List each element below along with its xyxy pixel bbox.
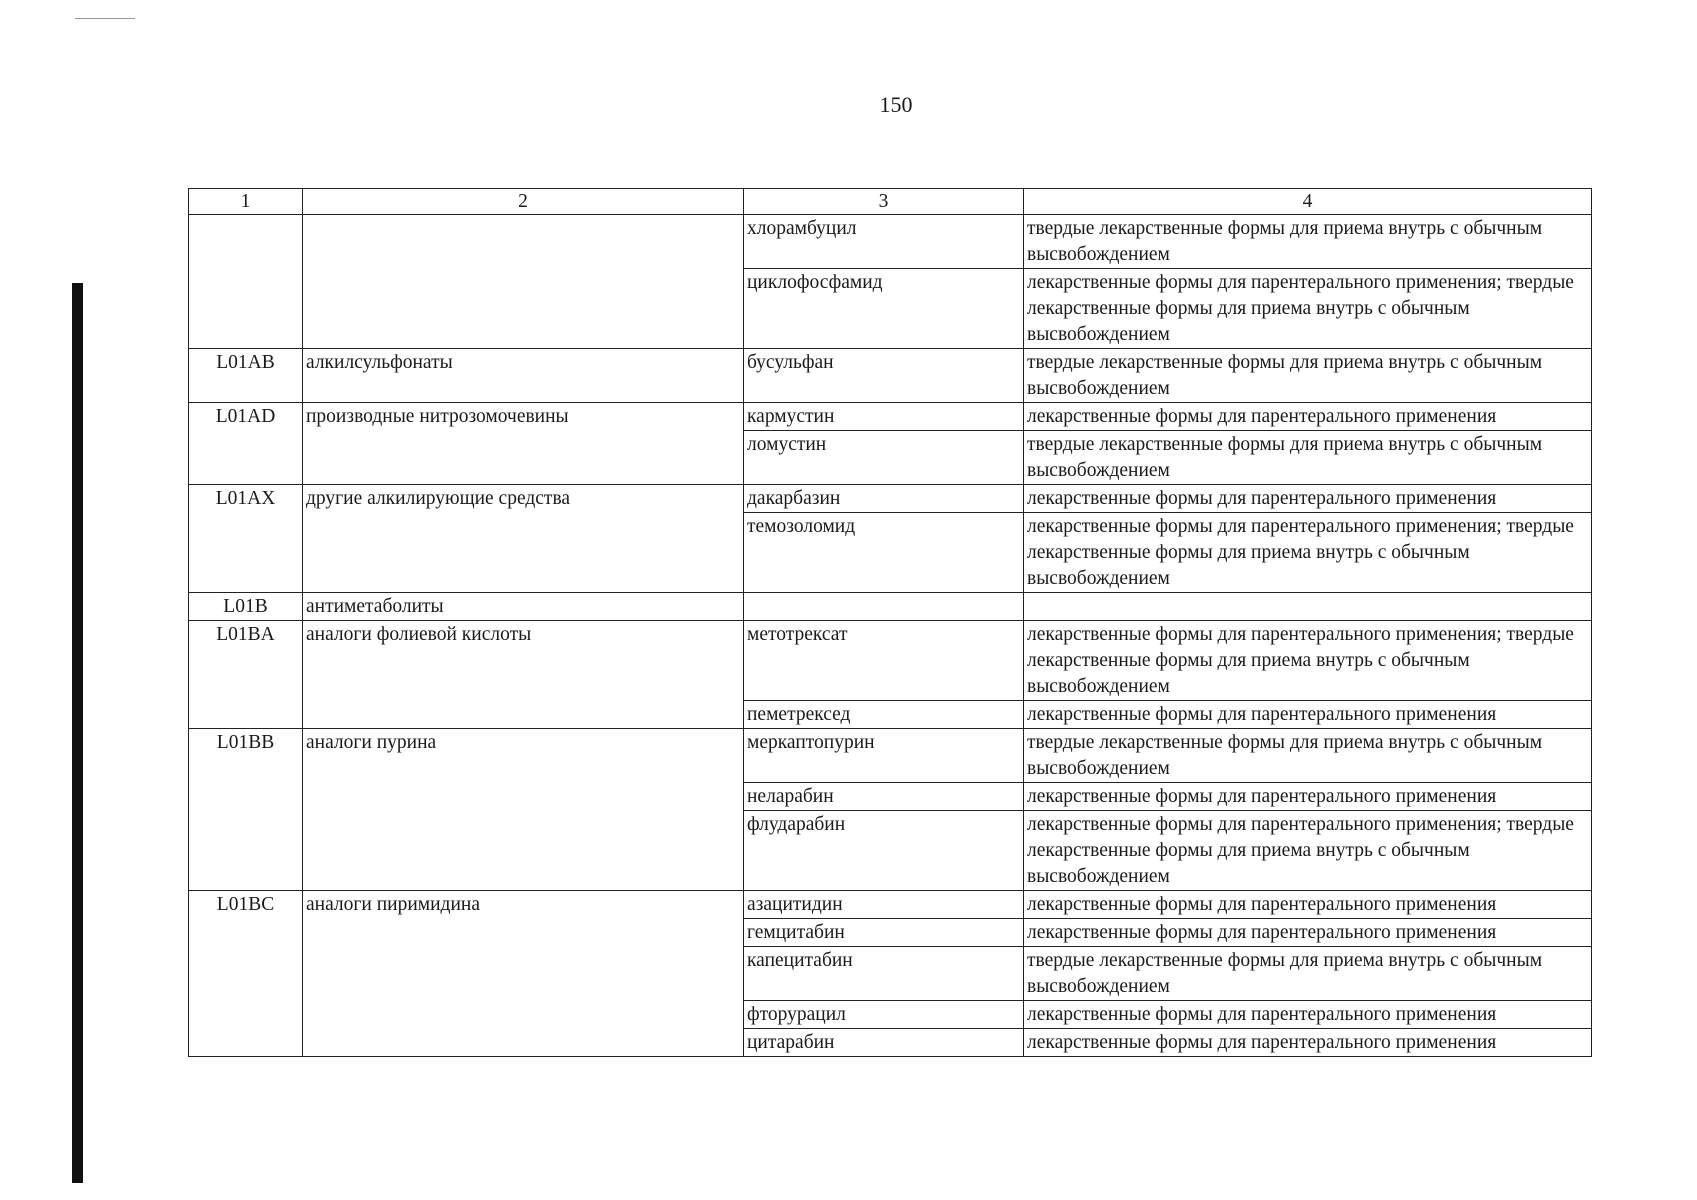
drug-name-cell: флударабин bbox=[744, 811, 1024, 891]
drug-table bbox=[188, 188, 1592, 1057]
group-name-cell: аналоги пурина bbox=[303, 729, 744, 891]
table-header-row bbox=[189, 189, 1592, 215]
atc-code-cell: L01B bbox=[189, 593, 303, 621]
drug-name-cell: капецитабин bbox=[744, 947, 1024, 1001]
dosage-form-cell: лекарственные формы для парентерального применения bbox=[1024, 701, 1592, 729]
group-name-cell: антиметаболиты bbox=[303, 593, 744, 621]
atc-code-cell: L01BB bbox=[189, 729, 303, 891]
drug-name-cell: неларабин bbox=[744, 783, 1024, 811]
group-name-cell: аналоги пиримидина bbox=[303, 891, 744, 1057]
column-header: 3 bbox=[744, 189, 1024, 215]
dosage-form-cell: лекарственные формы для парентерального применения; твердые лекарственные формы для приема внутрь с обычным высвобождением bbox=[1024, 621, 1592, 701]
drug-name-cell: дакарбазин bbox=[744, 485, 1024, 513]
group-name-cell: производные нитрозомочевины bbox=[303, 403, 744, 485]
drug-name-cell bbox=[744, 593, 1024, 621]
drug-name-cell: хлорамбуцил bbox=[744, 215, 1024, 269]
table-body bbox=[189, 215, 1592, 1057]
atc-code-cell bbox=[189, 215, 303, 349]
group-name-cell bbox=[303, 215, 744, 349]
atc-code-cell: L01AX bbox=[189, 485, 303, 593]
column-header: 2 bbox=[303, 189, 744, 215]
dosage-form-cell: лекарственные формы для парентерального применения bbox=[1024, 1029, 1592, 1057]
drug-name-cell: меркаптопурин bbox=[744, 729, 1024, 783]
dosage-form-cell: лекарственные формы для парентерального применения bbox=[1024, 403, 1592, 431]
dosage-form-cell: твердые лекарственные формы для приема внутрь с обычным высвобождением bbox=[1024, 947, 1592, 1001]
table-row bbox=[189, 485, 1592, 513]
dosage-form-cell bbox=[1024, 593, 1592, 621]
table-row bbox=[189, 593, 1592, 621]
table-row bbox=[189, 891, 1592, 919]
column-header: 4 bbox=[1024, 189, 1592, 215]
group-name-cell: другие алкилирующие средства bbox=[303, 485, 744, 593]
column-header: 1 bbox=[189, 189, 303, 215]
dosage-form-cell: лекарственные формы для парентерального применения; твердые лекарственные формы для приема внутрь с обычным высвобождением bbox=[1024, 811, 1592, 891]
dosage-form-cell: лекарственные формы для парентерального применения bbox=[1024, 1001, 1592, 1029]
page-number: 150 bbox=[879, 92, 913, 117]
table-row bbox=[189, 215, 1592, 269]
drug-name-cell: цитарабин bbox=[744, 1029, 1024, 1057]
dosage-form-cell: лекарственные формы для парентерального применения bbox=[1024, 485, 1592, 513]
drug-name-cell: метотрексат bbox=[744, 621, 1024, 701]
dosage-form-cell: лекарственные формы для парентерального применения; твердые лекарственные формы для приема внутрь с обычным высвобождением bbox=[1024, 269, 1592, 349]
dosage-form-cell: лекарственные формы для парентерального применения bbox=[1024, 783, 1592, 811]
group-name-cell: алкилсульфонаты bbox=[303, 349, 744, 403]
scan-edge-bar bbox=[72, 283, 83, 1183]
dosage-form-cell: твердые лекарственные формы для приема внутрь с обычным высвобождением bbox=[1024, 349, 1592, 403]
scan-artifact-line bbox=[75, 18, 135, 19]
drug-name-cell: циклофосфамид bbox=[744, 269, 1024, 349]
drug-name-cell: фторурацил bbox=[744, 1001, 1024, 1029]
drug-name-cell: темозоломид bbox=[744, 513, 1024, 593]
drug-name-cell: бусульфан bbox=[744, 349, 1024, 403]
drug-name-cell: кармустин bbox=[744, 403, 1024, 431]
drug-name-cell: пеметрексед bbox=[744, 701, 1024, 729]
table-row bbox=[189, 621, 1592, 701]
dosage-form-cell: лекарственные формы для парентерального применения; твердые лекарственные формы для приема внутрь с обычным высвобождением bbox=[1024, 513, 1592, 593]
atc-code-cell: L01AB bbox=[189, 349, 303, 403]
atc-code-cell: L01BC bbox=[189, 891, 303, 1057]
dosage-form-cell: лекарственные формы для парентерального применения bbox=[1024, 891, 1592, 919]
drug-name-cell: азацитидин bbox=[744, 891, 1024, 919]
dosage-form-cell: твердые лекарственные формы для приема внутрь с обычным высвобождением bbox=[1024, 215, 1592, 269]
drug-name-cell: ломустин bbox=[744, 431, 1024, 485]
drug-name-cell: гемцитабин bbox=[744, 919, 1024, 947]
table-row bbox=[189, 729, 1592, 783]
dosage-form-cell: твердые лекарственные формы для приема внутрь с обычным высвобождением bbox=[1024, 729, 1592, 783]
table-row bbox=[189, 349, 1592, 403]
dosage-form-cell: лекарственные формы для парентерального применения bbox=[1024, 919, 1592, 947]
atc-code-cell: L01AD bbox=[189, 403, 303, 485]
table-row bbox=[189, 403, 1592, 431]
atc-code-cell: L01BA bbox=[189, 621, 303, 729]
dosage-form-cell: твердые лекарственные формы для приема внутрь с обычным высвобождением bbox=[1024, 431, 1592, 485]
group-name-cell: аналоги фолиевой кислоты bbox=[303, 621, 744, 729]
